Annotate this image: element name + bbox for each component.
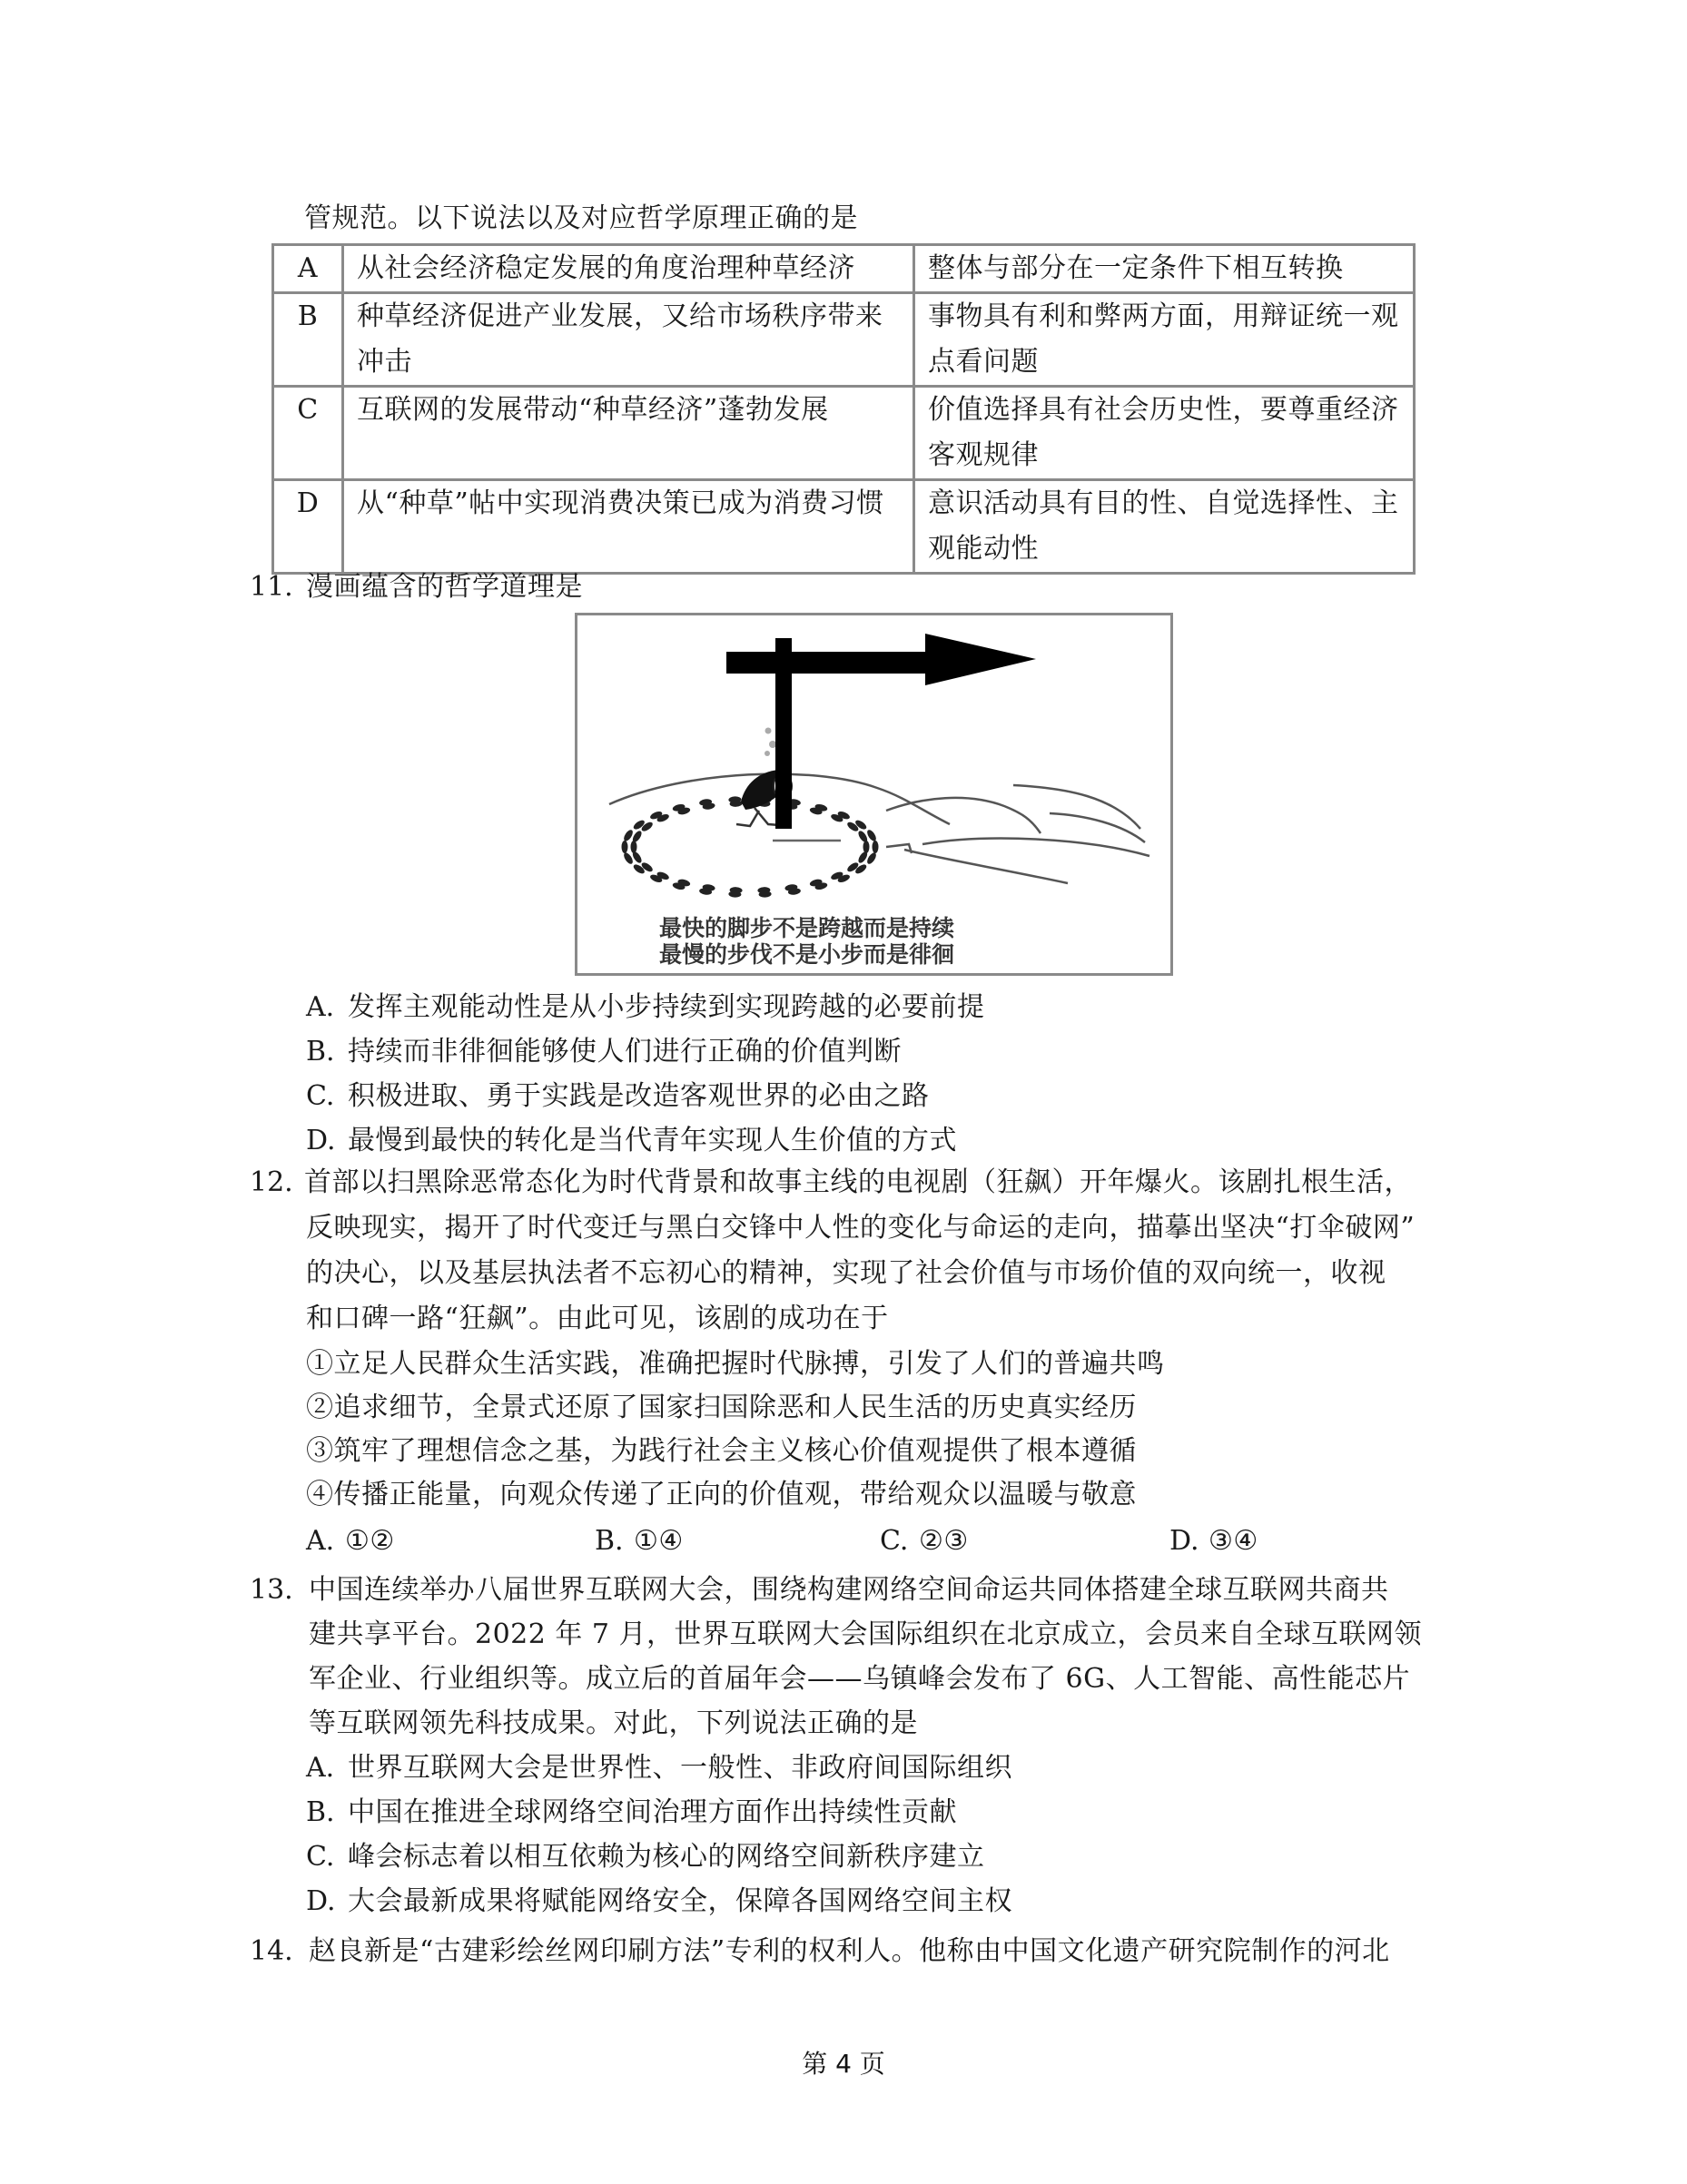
q11-option-c: 积极进取、勇于实践是改造客观世界的必由之路	[348, 1080, 930, 1112]
q12-stem-line: 首部以扫黑除恶常态化为时代背景和故事主线的电视剧（狂飙）开年爆火。该剧扎根生活，	[304, 1166, 1412, 1198]
cartoon-caption-line-2: 最慢的步伐不是小步而是徘徊	[659, 941, 955, 968]
q13-stem-line: 军企业、行业组织等。成立后的首届年会——乌镇峰会发布了 6G、人工智能、高性能芯片	[309, 1663, 1411, 1695]
footprint	[622, 841, 628, 853]
q12-stem-line: 反映现实，揭开了时代变迁与黑白交锋中人性的变化与命运的走向，描摹出坚决“打伞破网”	[306, 1212, 1416, 1244]
option-label: B.	[306, 1796, 335, 1828]
q13-stem-line: 等互联网领先科技成果。对此，下列说法正确的是	[309, 1707, 918, 1739]
q12-item-1: ①立足人民群众生活实践，准确把握时代脉搏，引发了人们的普遍共鸣	[306, 1348, 1165, 1380]
option-label: A.	[306, 1752, 335, 1784]
q14-stem-line: 赵良新是“古建彩绘丝网印刷方法”专利的权利人。他称由中国文化遗产研究院制作的河北	[309, 1935, 1390, 1967]
option-statement: 从“种草”帖中实现消费决策已成为消费习惯	[343, 480, 914, 574]
option-label: D.	[306, 1125, 336, 1156]
q12-item-4: ④传播正能量，向观众传递了正向的价值观，带给观众以温暖与敬意	[306, 1479, 1137, 1510]
table-row	[273, 293, 1415, 387]
option-label: C.	[306, 1080, 335, 1112]
q11-option-b: 持续而非徘徊能够使人们进行正确的价值判断	[348, 1036, 902, 1067]
option-statement: 从社会经济稳定发展的角度治理种草经济	[343, 245, 914, 293]
option-label: D.	[1169, 1525, 1199, 1557]
question-number: 14.	[250, 1935, 293, 1967]
question-number: 13.	[250, 1574, 293, 1606]
option-key: A	[273, 245, 343, 293]
option-key: D	[273, 480, 343, 574]
cartoon-caption-line-1: 最快的脚步不是跨越而是持续	[659, 915, 955, 941]
q13-option-c: 峰会标志着以相互依赖为核心的网络空间新秩序建立	[348, 1841, 985, 1873]
footprint	[863, 841, 870, 853]
option-key: C	[273, 387, 343, 480]
option-statement: 互联网的发展带动“种草经济”蓬勃发展	[343, 387, 914, 480]
footprint	[873, 841, 879, 853]
page-number: 第 4 页	[802, 2049, 885, 2079]
q11-stem: 漫画蕴含的哲学道理是	[306, 571, 583, 603]
q13-option-d: 大会最新成果将赋能网络安全，保障各国网络空间主权	[348, 1885, 1012, 1917]
q12-answer-c: ②③	[919, 1525, 969, 1557]
option-label: A.	[306, 1525, 335, 1557]
q11-option-d: 最慢到最快的转化是当代青年实现人生价值的方式	[348, 1125, 957, 1156]
footprint	[865, 851, 878, 866]
option-label: B.	[595, 1525, 624, 1557]
option-label: B.	[306, 1036, 335, 1067]
option-statement: 种草经济促进产业发展，又给市场秩序带来冲击	[343, 293, 914, 387]
q12-stem-line: 的决心，以及基层执法者不忘初心的精神，实现了社会价值与市场价值的双向统一，收视	[306, 1257, 1386, 1289]
footprint	[865, 829, 878, 843]
q12-item-3: ③筑牢了理想信念之基，为践行社会主义核心价值观提供了根本遵循	[306, 1435, 1137, 1467]
ground-lines	[609, 774, 1149, 883]
option-label: A.	[306, 991, 335, 1023]
q13-option-a: 世界互联网大会是世界性、一般性、非政府间国际组织	[348, 1752, 1012, 1784]
q12-item-2: ②追求细节，全景式还原了国家扫国除恶和人民生活的历史真实经历	[306, 1392, 1137, 1423]
q13-stem-line: 中国连续举办八届世界互联网大会，围绕构建网络空间命运共同体搭建全球互联网共商共	[309, 1574, 1389, 1606]
question-number: 11.	[250, 571, 293, 603]
option-label: D.	[306, 1885, 336, 1917]
option-key: B	[273, 293, 343, 387]
footprint	[631, 841, 637, 853]
q12-answer-d: ③④	[1209, 1525, 1258, 1557]
option-principle: 整体与部分在一定条件下相互转换	[914, 245, 1415, 293]
q13-stem-line: 建共享平台。2022 年 7 月，世界互联网大会国际组织在北京成立，会员来自全球互联网领	[309, 1618, 1423, 1650]
cartoon-figure	[575, 613, 1173, 976]
q12-answer-a: ①②	[345, 1525, 395, 1557]
footprint	[622, 851, 635, 866]
footprint	[622, 829, 635, 843]
option-principle: 事物具有利和弊两方面，用辩证统一观点看问题	[914, 293, 1415, 387]
table-row	[273, 245, 1415, 293]
question-number: 12.	[250, 1166, 293, 1198]
table-row	[273, 387, 1415, 480]
direction-arrow-sign-icon	[726, 634, 1036, 685]
table-row	[273, 480, 1415, 574]
q10-stem-continuation: 管规范。以下说法以及对应哲学原理正确的是	[304, 202, 858, 234]
option-label: C.	[880, 1525, 909, 1557]
q12-stem-line: 和口碑一路“狂飙”。由此可见，该剧的成功在于	[306, 1303, 889, 1334]
footprints-circle-icon	[622, 796, 879, 898]
option-label: C.	[306, 1841, 335, 1873]
q10-options-table	[271, 243, 1416, 575]
q11-option-a: 发挥主观能动性是从小步持续到实现跨越的必要前提	[348, 991, 985, 1023]
option-principle: 价值选择具有社会历史性，要尊重经济客观规律	[914, 387, 1415, 480]
q13-option-b: 中国在推进全球网络空间治理方面作出持续性贡献	[348, 1796, 957, 1828]
q12-answer-b: ①④	[634, 1525, 684, 1557]
option-principle: 意识活动具有目的性、自觉选择性、主观能动性	[914, 480, 1415, 574]
